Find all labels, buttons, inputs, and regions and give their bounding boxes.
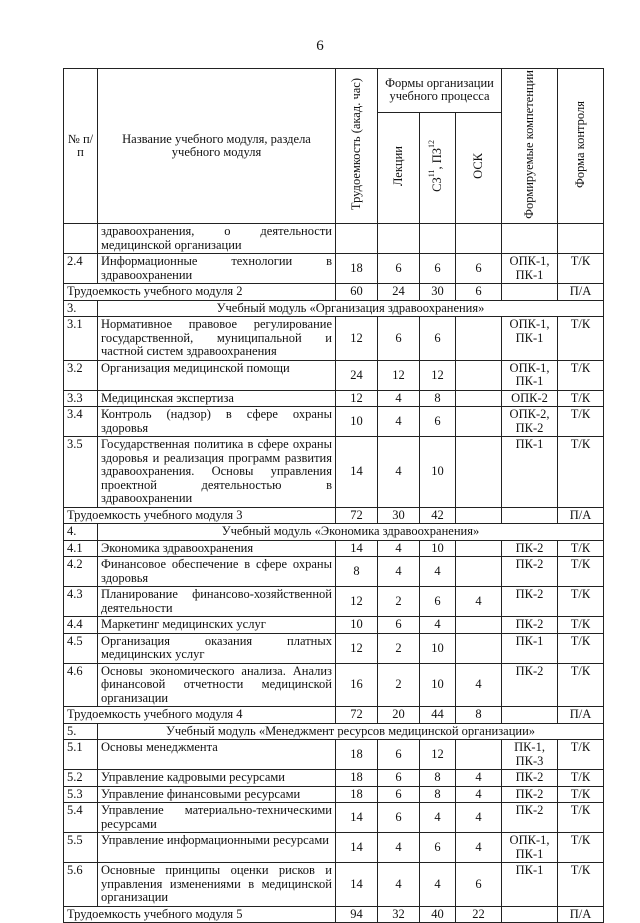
total-label: Трудоемкость учебного модуля 2 [64,284,336,301]
header-competencies: Формируемые компетенции [502,69,558,224]
table-row [64,390,604,407]
row-name: здравоохранения, о деятельности медицинской организации [98,224,336,254]
row-control: Т/К [558,317,604,361]
row-control: Т/К [558,540,604,557]
row-control: Т/К [558,633,604,663]
row-lectures: 4 [378,437,420,508]
row-name: Медицинская экспертиза [98,390,336,407]
row-hours: 8 [336,557,378,587]
row-hours: 14 [336,540,378,557]
row-control: Т/К [558,770,604,787]
row-name: Информационные технологии в здравоохранении [98,254,336,284]
header-osk: ОСК [456,112,502,223]
header-control: Форма контроля [558,69,604,224]
row-lectures: 6 [378,317,420,361]
table-row [64,770,604,787]
total-competencies [502,707,558,724]
row-osk [456,437,502,508]
row-hours: 12 [336,587,378,617]
row-name: Планирование финансово-хозяйственной деятельности [98,587,336,617]
total-label: Трудоемкость учебного модуля 4 [64,707,336,724]
row-hours: 14 [336,863,378,907]
row-osk [456,390,502,407]
row-lectures: 4 [378,833,420,863]
row-competencies: ПК-2 [502,540,558,557]
row-lectures: 4 [378,390,420,407]
row-sz-pz: 6 [420,587,456,617]
total-hours: 72 [336,507,378,524]
row-competencies: ПК-1 [502,633,558,663]
row-hours: 10 [336,617,378,634]
curriculum-table [63,68,604,923]
row-osk [456,557,502,587]
row-osk [456,224,502,254]
table-row [64,740,604,770]
row-lectures: 4 [378,540,420,557]
table-row [64,317,604,361]
row-lectures: 4 [378,407,420,437]
row-sz-pz: 6 [420,317,456,361]
row-sz-pz: 12 [420,360,456,390]
row-sz-pz: 8 [420,390,456,407]
row-hours: 12 [336,390,378,407]
table-row [64,407,604,437]
module-section-row [64,524,604,541]
row-num: 3.3 [64,390,98,407]
row-competencies: ПК-1, ПК-3 [502,740,558,770]
total-control: П/А [558,284,604,301]
row-osk: 4 [456,833,502,863]
row-competencies [502,224,558,254]
table-row [64,617,604,634]
total-label: Трудоемкость учебного модуля 5 [64,906,336,923]
total-competencies [502,284,558,301]
row-sz-pz: 8 [420,770,456,787]
row-competencies: ОПК-1, ПК-1 [502,254,558,284]
row-osk: 6 [456,863,502,907]
total-osk: 8 [456,707,502,724]
row-lectures: 6 [378,617,420,634]
row-competencies: ОПК-1, ПК-1 [502,360,558,390]
row-sz-pz: 4 [420,617,456,634]
row-name: Финансовое обеспечение в сфере охраны здоровья [98,557,336,587]
row-control: Т/К [558,803,604,833]
row-num: 4.1 [64,540,98,557]
module-section-row [64,723,604,740]
row-lectures: 4 [378,557,420,587]
row-num: 5.1 [64,740,98,770]
row-competencies: ПК-2 [502,587,558,617]
row-osk [456,540,502,557]
total-osk: 6 [456,284,502,301]
table-row [64,557,604,587]
row-hours: 14 [336,803,378,833]
total-label: Трудоемкость учебного модуля 3 [64,507,336,524]
total-lectures: 20 [378,707,420,724]
table-row [64,254,604,284]
row-lectures: 6 [378,254,420,284]
module-total-row [64,507,604,524]
row-control: Т/К [558,663,604,707]
section-num: 3. [64,300,98,317]
row-sz-pz: 8 [420,786,456,803]
total-lectures: 24 [378,284,420,301]
module-total-row [64,284,604,301]
row-sz-pz: 10 [420,663,456,707]
row-control: Т/К [558,587,604,617]
header-hours: Трудоемкость (акад. час) [336,69,378,224]
row-name: Управление финансовыми ресурсами [98,786,336,803]
row-num: 5.4 [64,803,98,833]
row-name: Маркетинг медицинских услуг [98,617,336,634]
total-competencies [502,906,558,923]
row-osk [456,407,502,437]
row-competencies: ПК-2 [502,663,558,707]
row-hours: 12 [336,633,378,663]
row-name: Государственная политика в сфере охраны здоровья и реализация программ развития здравоохранения. Основы управления проектной деятельностью в здравоохранении [98,437,336,508]
table-row [64,833,604,863]
total-control: П/А [558,707,604,724]
total-competencies [502,507,558,524]
row-osk: 4 [456,663,502,707]
row-hours: 14 [336,833,378,863]
table-row [64,587,604,617]
row-osk [456,317,502,361]
row-control [558,224,604,254]
row-name: Организация медицинской помощи [98,360,336,390]
total-sz-pz: 40 [420,906,456,923]
row-num: 3.4 [64,407,98,437]
row-name: Контроль (надзор) в сфере охраны здоровья [98,407,336,437]
row-num: 4.4 [64,617,98,634]
row-num: 5.5 [64,833,98,863]
header-lectures: Лекции [378,112,420,223]
row-sz-pz: 6 [420,254,456,284]
row-hours [336,224,378,254]
row-control: Т/К [558,407,604,437]
row-control: Т/К [558,360,604,390]
row-lectures: 6 [378,770,420,787]
table-row [64,663,604,707]
row-control: Т/К [558,437,604,508]
row-lectures: 6 [378,740,420,770]
table-row [64,540,604,557]
table-row [64,360,604,390]
row-competencies: ПК-2 [502,770,558,787]
total-sz-pz: 44 [420,707,456,724]
row-sz-pz: 4 [420,803,456,833]
row-control: Т/К [558,863,604,907]
row-competencies: ОПК-1, ПК-1 [502,833,558,863]
row-name: Управление материально-техническими ресурсами [98,803,336,833]
row-lectures: 12 [378,360,420,390]
row-competencies: ОПК-1, ПК-1 [502,317,558,361]
row-name: Основы менеджмента [98,740,336,770]
section-num: 5. [64,723,98,740]
row-osk: 6 [456,254,502,284]
table-row [64,633,604,663]
row-hours: 18 [336,254,378,284]
row-control: Т/К [558,833,604,863]
row-control: Т/К [558,254,604,284]
row-lectures: 6 [378,803,420,833]
total-osk [456,507,502,524]
row-num: 4.2 [64,557,98,587]
total-sz-pz: 30 [420,284,456,301]
total-osk: 22 [456,906,502,923]
table-row [64,803,604,833]
row-name: Управление информационными ресурсами [98,833,336,863]
row-hours: 14 [336,437,378,508]
row-osk [456,740,502,770]
row-sz-pz: 6 [420,407,456,437]
table-row [64,437,604,508]
section-num: 4. [64,524,98,541]
row-num: 5.3 [64,786,98,803]
row-name: Основы экономического анализа. Анализ финансовой отчетности медицинской организации [98,663,336,707]
row-hours: 18 [336,770,378,787]
total-hours: 94 [336,906,378,923]
row-hours: 16 [336,663,378,707]
row-num: 5.6 [64,863,98,907]
row-sz-pz: 12 [420,740,456,770]
row-name: Нормативное правовое регулирование государственной, муниципальной и частной систем здравоохранения [98,317,336,361]
header-name: Название учебного модуля, раздела учебного модуля [98,69,336,224]
row-osk [456,633,502,663]
header-num: № п/п [64,69,98,224]
row-competencies: ПК-2 [502,557,558,587]
total-lectures: 32 [378,906,420,923]
row-num: 3.2 [64,360,98,390]
row-control: Т/К [558,617,604,634]
row-sz-pz: 10 [420,540,456,557]
section-title: Учебный модуль «Менеджмент ресурсов медицинской организации» [98,723,604,740]
row-sz-pz: 4 [420,557,456,587]
row-competencies: ПК-2 [502,617,558,634]
row-hours: 12 [336,317,378,361]
row-num: 4.6 [64,663,98,707]
row-competencies: ПК-1 [502,437,558,508]
total-lectures: 30 [378,507,420,524]
module-total-row [64,906,604,923]
row-osk: 4 [456,786,502,803]
row-control: Т/К [558,740,604,770]
page-number: 6 [316,38,324,54]
row-competencies: ПК-2 [502,786,558,803]
row-hours: 18 [336,740,378,770]
table-row [64,786,604,803]
table-body [64,224,604,923]
row-competencies: ПК-2 [502,803,558,833]
row-sz-pz: 10 [420,437,456,508]
header-forms-group: Формы организации учебного процесса [378,69,502,113]
total-control: П/А [558,507,604,524]
row-sz-pz: 6 [420,833,456,863]
row-competencies: ПК-1 [502,863,558,907]
row-lectures: 2 [378,633,420,663]
table-row [64,863,604,907]
row-osk: 4 [456,803,502,833]
row-lectures: 2 [378,587,420,617]
row-lectures [378,224,420,254]
total-hours: 72 [336,707,378,724]
row-name: Основные принципы оценки рисков и управления изменениями в медицинской организации [98,863,336,907]
row-name: Управление кадровыми ресурсами [98,770,336,787]
row-num [64,224,98,254]
row-control: Т/К [558,786,604,803]
total-control: П/А [558,906,604,923]
row-lectures: 2 [378,663,420,707]
row-hours: 18 [336,786,378,803]
row-name: Организация оказания платных медицинских услуг [98,633,336,663]
row-name: Экономика здравоохранения [98,540,336,557]
row-competencies: ОПК-2, ПК-2 [502,407,558,437]
module-total-row [64,707,604,724]
section-title: Учебный модуль «Организация здравоохранения» [98,300,604,317]
row-sz-pz: 4 [420,863,456,907]
row-hours: 10 [336,407,378,437]
module-section-row [64,300,604,317]
table-row [64,224,604,254]
row-num: 4.3 [64,587,98,617]
row-num: 2.4 [64,254,98,284]
row-osk [456,617,502,634]
header-sz-pz: СЗ$^{11}$, ПЗ$^{12}$ [420,112,456,223]
row-osk: 4 [456,770,502,787]
row-num: 5.2 [64,770,98,787]
row-competencies: ОПК-2 [502,390,558,407]
row-hours: 24 [336,360,378,390]
total-sz-pz: 42 [420,507,456,524]
row-osk: 4 [456,587,502,617]
section-title: Учебный модуль «Экономика здравоохранения» [98,524,604,541]
row-num: 3.1 [64,317,98,361]
row-sz-pz [420,224,456,254]
row-lectures: 4 [378,863,420,907]
row-num: 3.5 [64,437,98,508]
row-sz-pz: 10 [420,633,456,663]
row-control: Т/К [558,390,604,407]
row-control: Т/К [558,557,604,587]
row-num: 4.5 [64,633,98,663]
total-hours: 60 [336,284,378,301]
row-osk [456,360,502,390]
row-lectures: 6 [378,786,420,803]
